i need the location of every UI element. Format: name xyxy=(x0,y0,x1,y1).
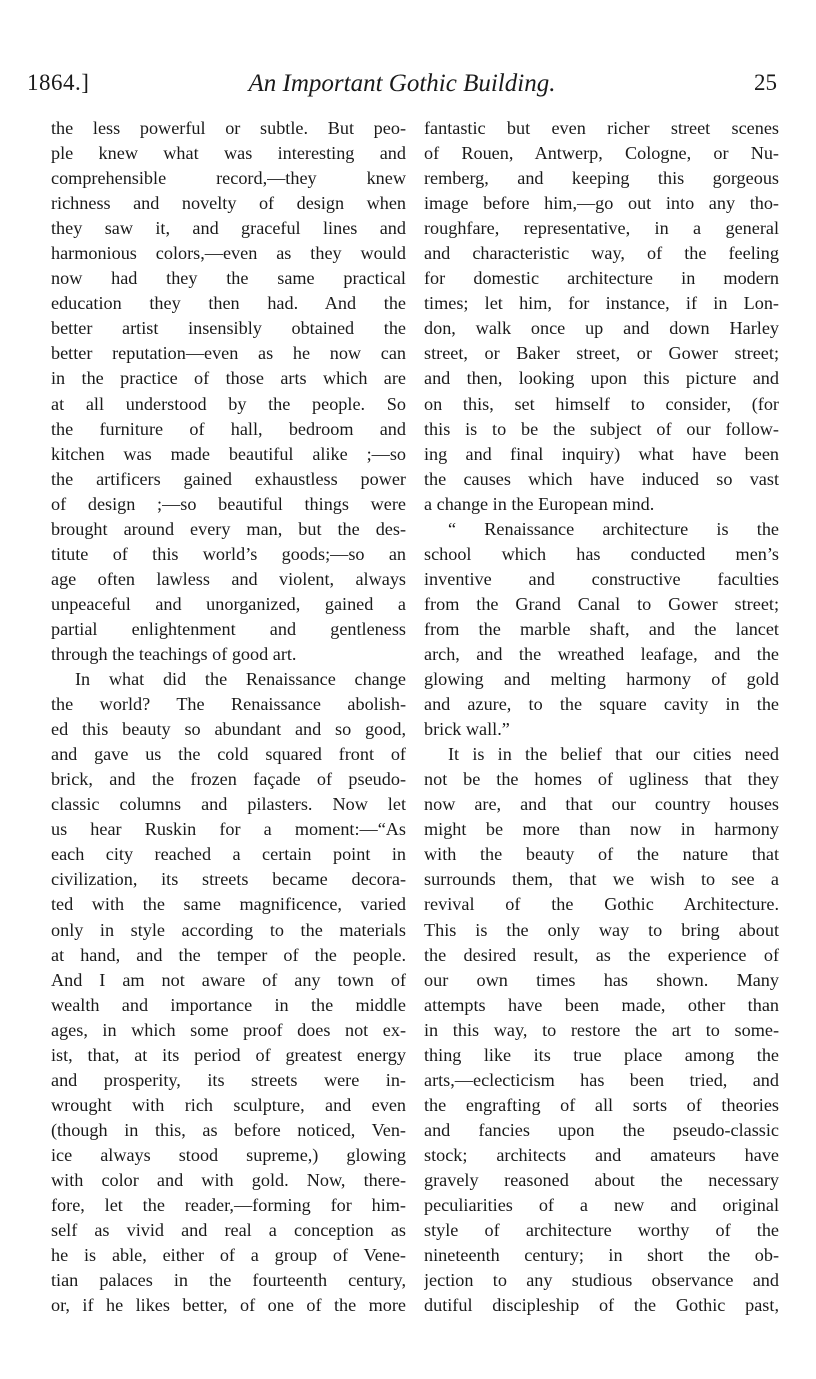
text-line: wrought with rich sculpture, and even xyxy=(51,1094,406,1115)
text-line: arts,—eclecticism has been tried, and xyxy=(424,1069,779,1090)
text-line: It is in the belief that our cities need xyxy=(448,744,779,765)
text-line: comprehensible record,—they knew xyxy=(51,168,406,189)
text-line: ice always stood supreme,) glowing xyxy=(51,1144,406,1165)
header-year: 1864.] xyxy=(27,70,90,95)
header-title: An Important Gothic Building. xyxy=(248,70,556,97)
text-line: they saw it, and graceful lines and xyxy=(51,218,406,239)
text-line: and gave us the cold squared front of xyxy=(51,744,406,765)
text-line: brick wall.” xyxy=(424,719,510,740)
page-number: 25 xyxy=(754,70,777,95)
text-line: don, walk once up and down Harley xyxy=(424,318,779,339)
text-line: only in style according to the materials xyxy=(51,919,406,940)
text-line: at hand, and the temper of the people. xyxy=(51,944,406,965)
text-line: brought around every man, but the des- xyxy=(51,518,406,539)
text-line: self as vivid and real a conception as xyxy=(51,1220,406,1241)
text-line: from the Grand Canal to Gower street; xyxy=(424,593,779,614)
text-line: our own times has shown. Many xyxy=(424,969,779,990)
left-text-column xyxy=(51,116,406,1318)
text-line: surrounds them, that we wish to see a xyxy=(424,869,779,890)
text-line: In what did the Renaissance change xyxy=(75,669,406,690)
text-line: This is the only way to bring about xyxy=(424,919,779,940)
running-header xyxy=(27,66,777,106)
text-line: the less powerful or subtle. But peo- xyxy=(51,118,406,138)
text-line: kitchen was made beautiful alike ;—so xyxy=(51,443,406,464)
text-line: age often lawless and violent, always xyxy=(51,568,406,589)
text-line: titute of this world’s goods;—so an xyxy=(51,543,406,564)
text-line: and characteristic way, of the feeling xyxy=(424,243,779,264)
text-line: attempts have been made, other than xyxy=(424,994,779,1015)
text-line: brick, and the frozen façade of pseudo- xyxy=(51,769,406,790)
text-line: peculiarities of a new and original xyxy=(424,1195,779,1216)
text-line: and then, looking upon this picture and xyxy=(424,368,779,389)
text-line: ing and final inquiry) what have been xyxy=(424,443,779,464)
text-line: inventive and constructive faculties xyxy=(424,568,779,589)
text-line: now are, and that our country houses xyxy=(424,794,779,815)
text-line: with color and with gold. Now, there- xyxy=(51,1169,406,1190)
text-line: And I am not aware of any town of xyxy=(51,969,406,990)
text-line: each city reached a certain point in xyxy=(51,844,406,865)
text-line: times; let him, for instance, if in Lon- xyxy=(424,293,779,314)
text-line: richness and novelty of design when xyxy=(51,193,406,214)
text-line: nineteenth century; in short the ob- xyxy=(424,1245,779,1266)
text-line: the engrafting of all sorts of theories xyxy=(424,1094,779,1115)
text-line: the world? The Renaissance abolish- xyxy=(51,694,406,715)
text-line: and fancies upon the pseudo-classic xyxy=(424,1119,779,1140)
text-line: (though in this, as before noticed, Ven- xyxy=(51,1119,406,1140)
text-line: remberg, and keeping this gorgeous xyxy=(424,168,779,189)
text-line: harmonious colors,—even as they would xyxy=(51,243,406,264)
text-line: thing like its true place among the xyxy=(424,1044,779,1065)
text-line: and azure, to the square cavity in the xyxy=(424,694,779,715)
text-line: for domestic architecture in modern xyxy=(424,268,779,289)
right-text-column xyxy=(424,116,779,1318)
text-line: or, if he likes better, of one of the more xyxy=(51,1295,406,1316)
text-line: ages, in which some proof does not ex- xyxy=(51,1019,406,1040)
text-line: classic columns and pilasters. Now let xyxy=(51,794,406,815)
text-line: the desired result, as the experience of xyxy=(424,944,779,965)
text-line: fantastic but even richer street scenes xyxy=(424,118,779,138)
text-line: might be more than now in harmony xyxy=(424,819,779,840)
text-line: jection to any studious observance and xyxy=(424,1270,779,1291)
text-line: arch, and the wreathed leafage, and the xyxy=(424,643,779,664)
text-line: ple knew what was interesting and xyxy=(51,143,406,164)
text-line: ist, that, at its period of greatest energy xyxy=(51,1044,406,1065)
text-line: in the practice of those arts which are xyxy=(51,368,406,389)
text-line: partial enlightenment and gentleness xyxy=(51,618,406,639)
text-line: education they then had. And the xyxy=(51,293,406,314)
text-line: street, or Baker street, or Gower street; xyxy=(424,343,779,364)
text-line: stock; architects and amateurs have xyxy=(424,1144,779,1165)
text-line: glowing and melting harmony of gold xyxy=(424,669,779,690)
text-line: roughfare, representative, in a general xyxy=(424,218,779,239)
text-line: civilization, its streets became decora- xyxy=(51,869,406,890)
text-line: wealth and importance in the middle xyxy=(51,994,406,1015)
text-line: tian palaces in the fourteenth century, xyxy=(51,1270,406,1291)
text-line: style of architecture worthy of the xyxy=(424,1220,779,1241)
text-line: ted with the same magnificence, varied xyxy=(51,894,406,915)
text-line: from the marble shaft, and the lancet xyxy=(424,618,779,639)
text-line: unpeaceful and unorganized, gained a xyxy=(51,593,406,614)
text-line: now had they the same practical xyxy=(51,268,406,289)
text-line: school which has conducted men’s xyxy=(424,543,779,564)
text-line: fore, let the reader,—forming for him- xyxy=(51,1195,406,1216)
text-line: with the beauty of the nature that xyxy=(424,844,779,865)
text-line: better reputation—even as he now can xyxy=(51,343,406,364)
text-line: of design ;—so beautiful things were xyxy=(51,493,406,514)
text-line: a change in the European mind. xyxy=(424,493,655,514)
text-line: us hear Ruskin for a moment:—“As xyxy=(51,819,406,840)
text-line: ed this beauty so abundant and so good, xyxy=(51,719,406,740)
text-line: the furniture of hall, bedroom and xyxy=(51,418,406,439)
text-line: and prosperity, its streets were in- xyxy=(51,1069,406,1090)
text-line: better artist insensibly obtained the xyxy=(51,318,406,339)
text-line: of Rouen, Antwerp, Cologne, or Nu- xyxy=(424,143,779,164)
text-line: he is able, either of a group of Vene- xyxy=(51,1245,406,1266)
text-line: through the teachings of good art. xyxy=(51,643,297,664)
text-line: dutiful discipleship of the Gothic past, xyxy=(424,1295,779,1316)
text-line: this is to be the subject of our follow- xyxy=(424,418,779,439)
text-line: revival of the Gothic Architecture. xyxy=(424,894,779,915)
text-line: “ Renaissance architecture is the xyxy=(448,518,779,539)
text-line: on this, set himself to consider, (for xyxy=(424,393,779,414)
text-line: gravely reasoned about the necessary xyxy=(424,1169,779,1190)
text-line: at all understood by the people. So xyxy=(51,393,406,414)
text-line: the causes which have induced so vast xyxy=(424,468,779,489)
text-line: not be the homes of ugliness that they xyxy=(424,769,779,790)
text-line: in this way, to restore the art to some- xyxy=(424,1019,779,1040)
text-line: the artificers gained exhaustless power xyxy=(51,468,406,489)
text-line: image before him,—go out into any tho- xyxy=(424,193,779,214)
